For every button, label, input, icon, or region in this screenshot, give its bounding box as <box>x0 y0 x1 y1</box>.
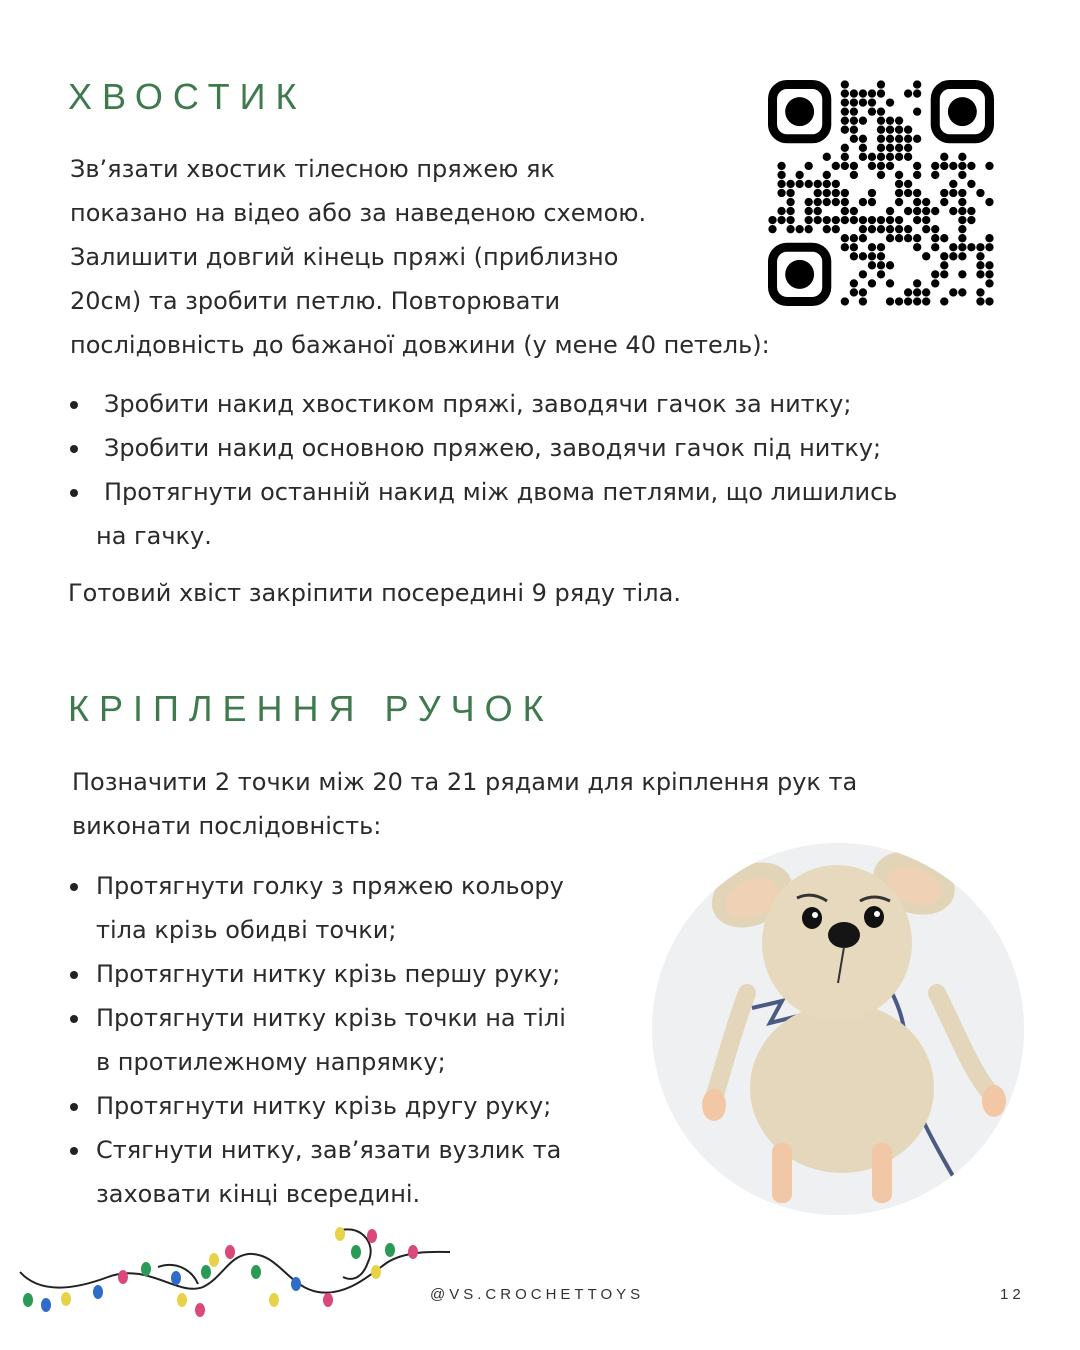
crochet-mouse-photo <box>652 843 1024 1215</box>
qr-code-icon <box>768 80 994 306</box>
text-line: виконати послідовність: <box>72 812 382 840</box>
section-title-arms: КРІПЛЕННЯ РУЧОК <box>68 688 554 729</box>
list-item-text: Протягнути нитку крізь точки на тілі <box>96 1004 566 1032</box>
arms-instructions <box>72 760 952 848</box>
text-line: послідовність до бажаної довжини (у мене 40 петель): <box>70 331 770 359</box>
list-item-text: в протилежному напрямку; <box>96 1048 446 1076</box>
tail-finish-note: Готовий хвіст закріпити посередині 9 ряду тіла. <box>68 579 681 607</box>
list-item <box>68 996 628 1084</box>
tail-instructions <box>70 147 840 367</box>
list-item-text: Зробити накид хвостиком пряжі, заводячи гачок за нитку; <box>104 390 852 418</box>
list-item-text: на гачку. <box>96 522 212 550</box>
text-line: Залишити довгий кінець пряжі (приблизно <box>70 243 619 271</box>
list-item-text: Протягнути останній накид між двома петлями, що лишились <box>104 478 898 506</box>
list-item-text: Стягнути нитку, зав’язати вузлик та <box>96 1136 562 1164</box>
section-title-tail: ХВОСТИК <box>68 76 307 117</box>
list-item-text: Протягнути нитку крізь другу руку; <box>96 1092 552 1120</box>
instagram-handle: @VS.CROCHETTOYS <box>430 1286 645 1303</box>
list-item <box>68 382 988 426</box>
text-line: показано на відео або за наведеною схемою. <box>70 199 647 227</box>
list-item <box>68 1128 628 1216</box>
list-item-text: заховати кінці всередині. <box>96 1180 421 1208</box>
string-lights-icon <box>18 1222 458 1322</box>
list-item <box>68 1084 628 1128</box>
list-item <box>68 864 628 952</box>
crochet-mouse-illustration <box>652 843 1024 1215</box>
list-item-text: Протягнути нитку крізь першу руку; <box>96 960 561 988</box>
list-item-text: Протягнути голку з пряжею кольору <box>96 872 564 900</box>
list-item-text: Зробити накид основною пряжею, заводячи гачок під нитку; <box>104 434 882 462</box>
text-line: 20см) та зробити петлю. Повторювати <box>70 287 561 315</box>
list-item <box>68 470 988 558</box>
arms-steps-list <box>68 864 628 1216</box>
list-item <box>68 952 628 996</box>
list-item <box>68 426 988 470</box>
text-line: Позначити 2 точки між 20 та 21 рядами для кріплення рук та <box>72 768 858 796</box>
list-item-text: тіла крізь обидві точки; <box>96 916 397 944</box>
tail-steps-list <box>68 382 988 558</box>
text-line: Зв’язати хвостик тілесною пряжею як <box>70 155 555 183</box>
page-number: 12 <box>1000 1286 1025 1303</box>
